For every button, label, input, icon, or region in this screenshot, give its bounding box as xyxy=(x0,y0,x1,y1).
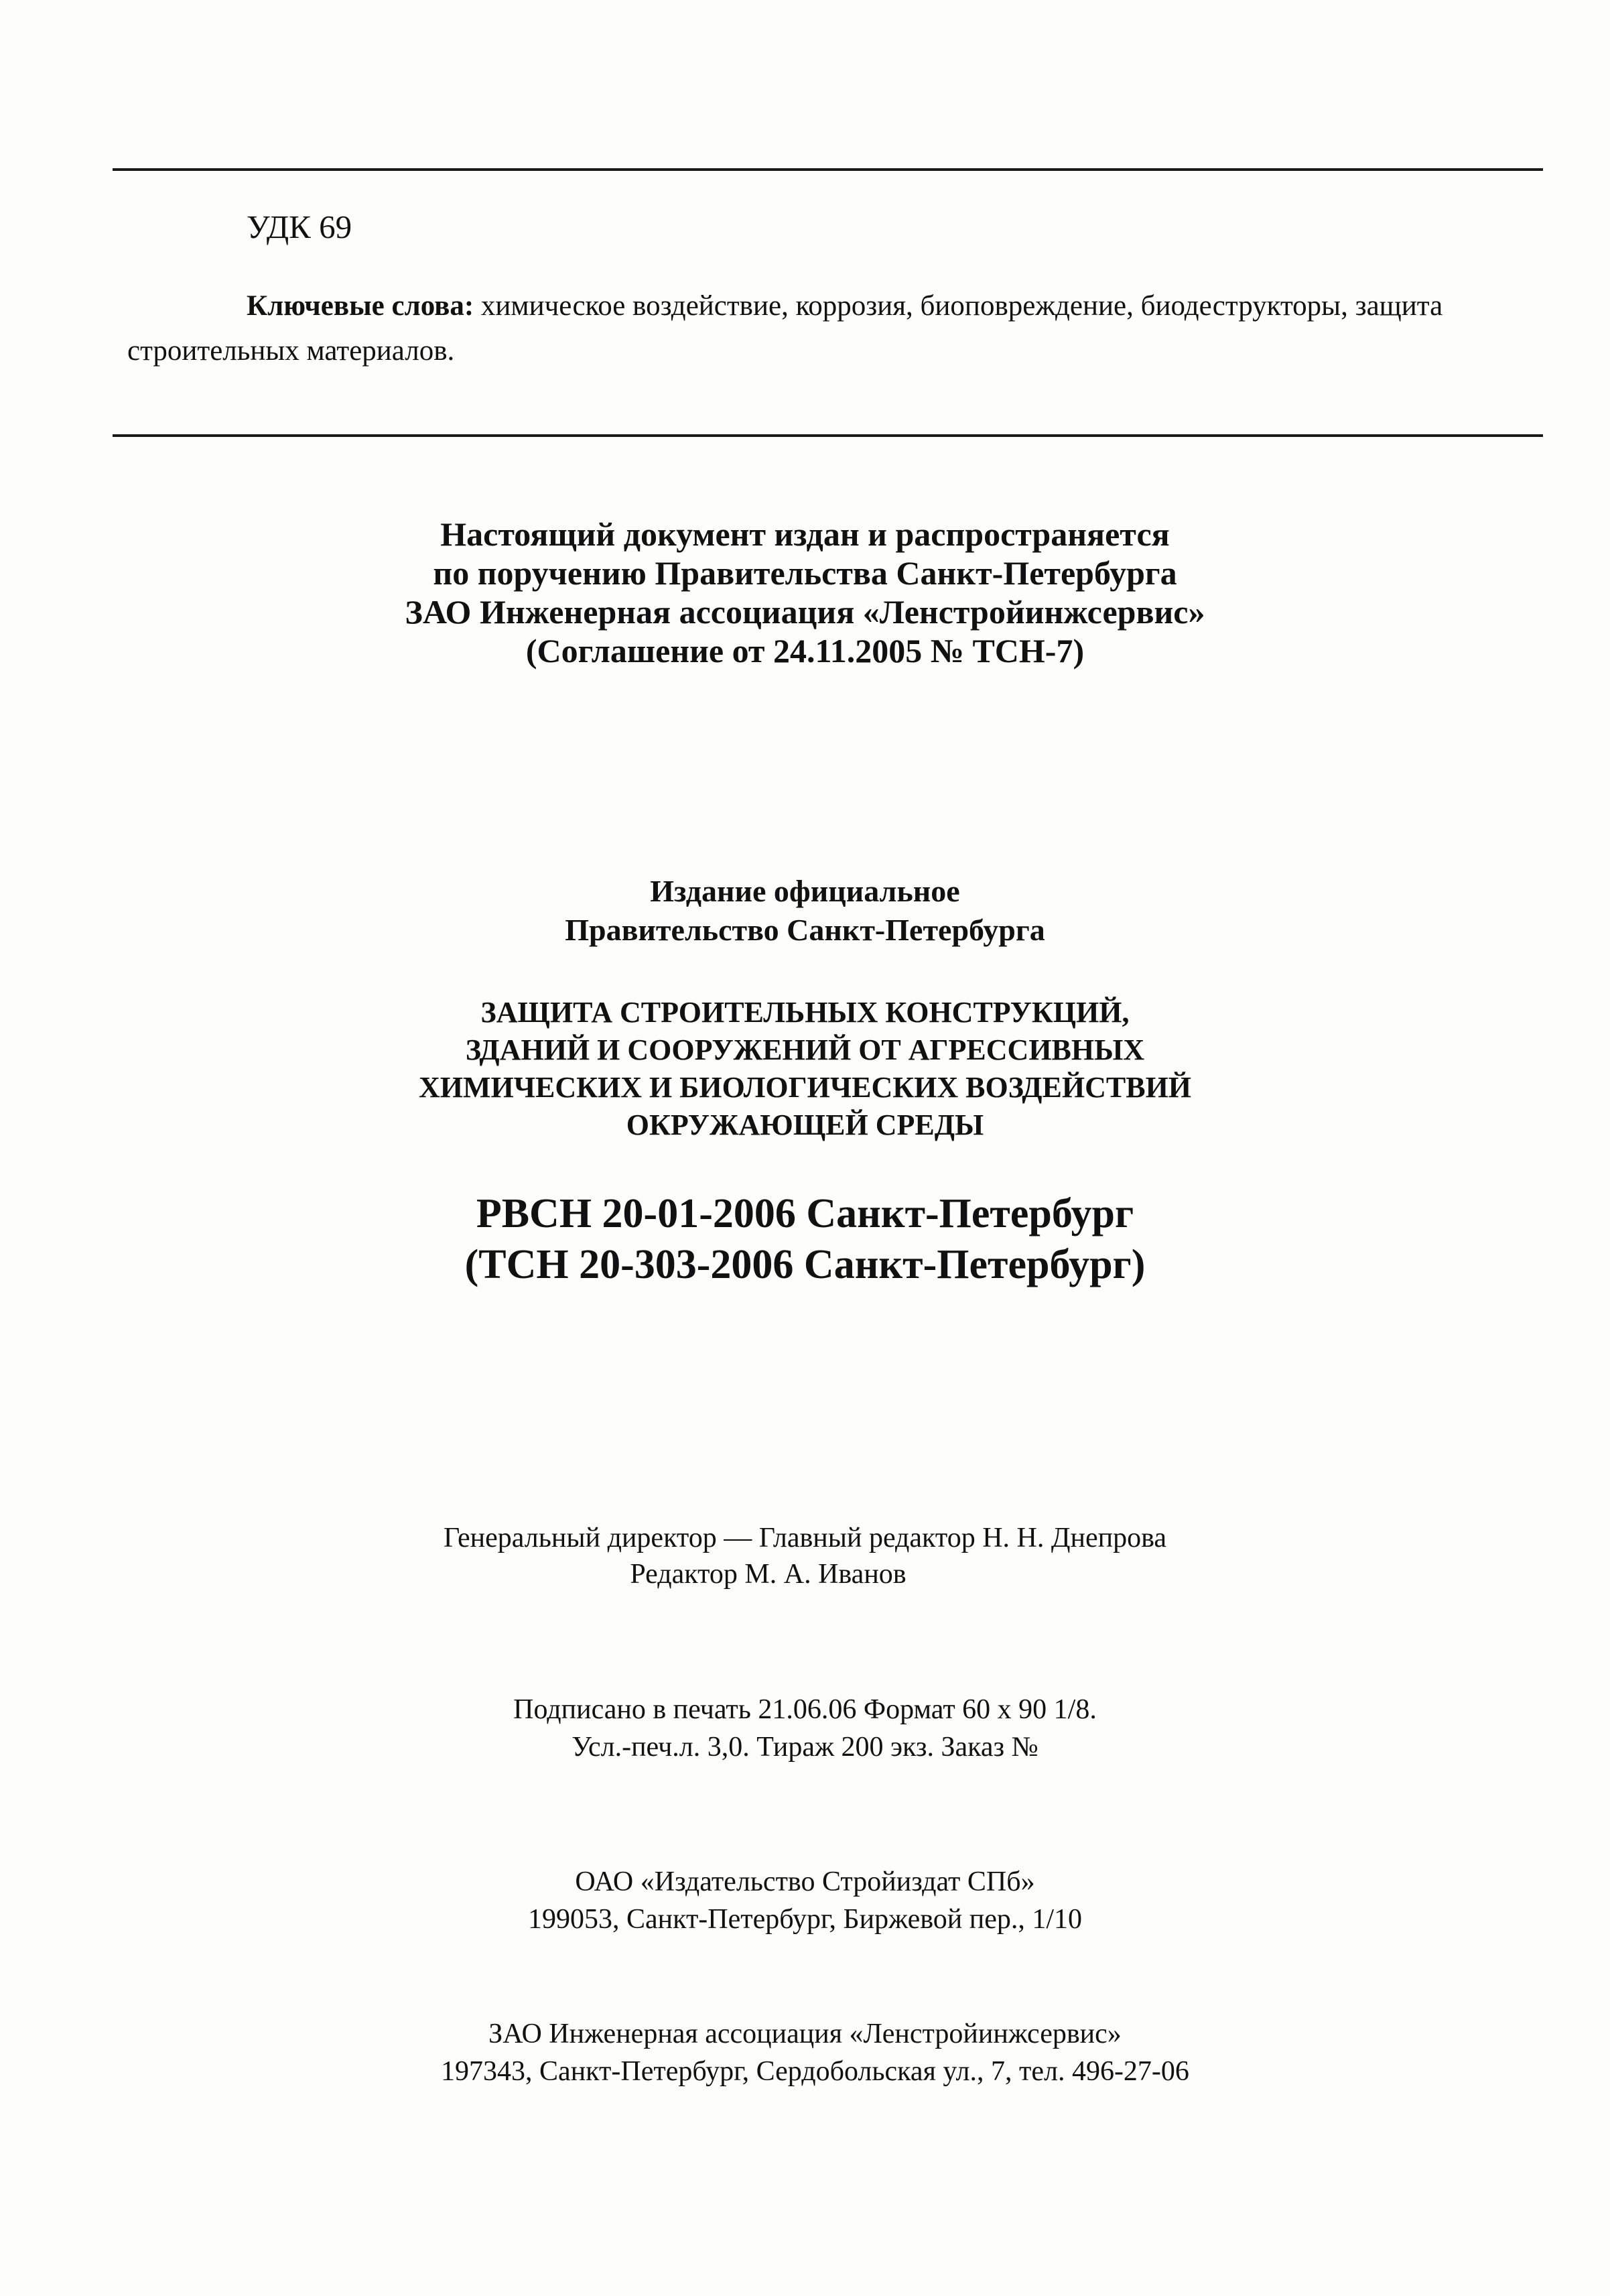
tsn-code: (ТСН 20-303-2006 Санкт-Петербург) xyxy=(464,1242,1146,1287)
publisher-note-line: (Соглашение от 24.11.2005 № ТСН-7) xyxy=(525,632,1085,669)
publishing-house-name: ОАО «Издательство Стройиздат СПб» xyxy=(575,1866,1035,1897)
publisher-note-line: по поручению Правительства Санкт-Петербурга xyxy=(433,554,1177,592)
keywords-continuation: строительных материалов. xyxy=(127,335,455,367)
publishing-house-address: 199053, Санкт-Петербург, Биржевой пер., 1/10 xyxy=(527,1904,1083,1935)
issuing-authority: Правительство Санкт-Петербурга xyxy=(565,913,1045,947)
document-title xyxy=(0,994,1610,1144)
udk-code: УДК 69 xyxy=(247,208,352,245)
top-divider xyxy=(113,168,1543,171)
document-title-line: ОКРУЖАЮЩЕЙ СРЕДЫ xyxy=(626,1108,984,1141)
keywords-paragraph xyxy=(127,283,1521,373)
print-info-line: Подписано в печать 21.06.06 Формат 60 х 90 1/8. xyxy=(513,1694,1097,1725)
document-title-line: ЗДАНИЙ И СООРУЖЕНИЙ ОТ АГРЕССИВНЫХ xyxy=(465,1033,1145,1066)
editor: Редактор М. А. Иванов xyxy=(630,1559,907,1590)
official-edition-label: Издание официальное xyxy=(650,874,960,908)
print-info xyxy=(0,1691,1610,1766)
publisher-note-line: ЗАО Инженерная ассоциация «Ленстройинжсервис» xyxy=(405,593,1205,631)
print-info-line: Усл.-печ.л. 3,0. Тираж 200 экз. Заказ № xyxy=(572,1732,1038,1763)
document-codes xyxy=(0,1188,1610,1290)
publisher-note-line: Настоящий документ издан и распространяется xyxy=(440,515,1170,553)
keywords-text: химическое воздействие, коррозия, биоповреждение, биодеструкторы, защита xyxy=(474,290,1443,322)
document-title-line: ЗАЩИТА СТРОИТЕЛЬНЫХ КОНСТРУКЦИЙ, xyxy=(480,996,1130,1029)
middle-divider xyxy=(113,434,1543,437)
publisher-note xyxy=(0,515,1610,670)
association-address: 197343, Санкт-Петербург, Сердобольская ул., 7, тел. 496-27-06 xyxy=(441,2056,1189,2087)
association-name: ЗАО Инженерная ассоциация «Ленстройинжсервис» xyxy=(488,2019,1122,2049)
association-contact xyxy=(0,2015,1610,2090)
general-director: Генеральный директор — Главный редактор Н. Н. Днепрова xyxy=(443,1523,1167,1553)
publishing-house xyxy=(0,1863,1610,1938)
editorial-staff xyxy=(0,1520,1610,1592)
document-title-line: ХИМИЧЕСКИХ И БИОЛОГИЧЕСКИХ ВОЗДЕЙСТВИЙ xyxy=(418,1071,1192,1104)
official-edition xyxy=(0,872,1610,950)
rvsn-code: РВСН 20-01-2006 Санкт-Петербург xyxy=(476,1191,1134,1236)
keywords-label: Ключевые слова: xyxy=(247,290,474,322)
